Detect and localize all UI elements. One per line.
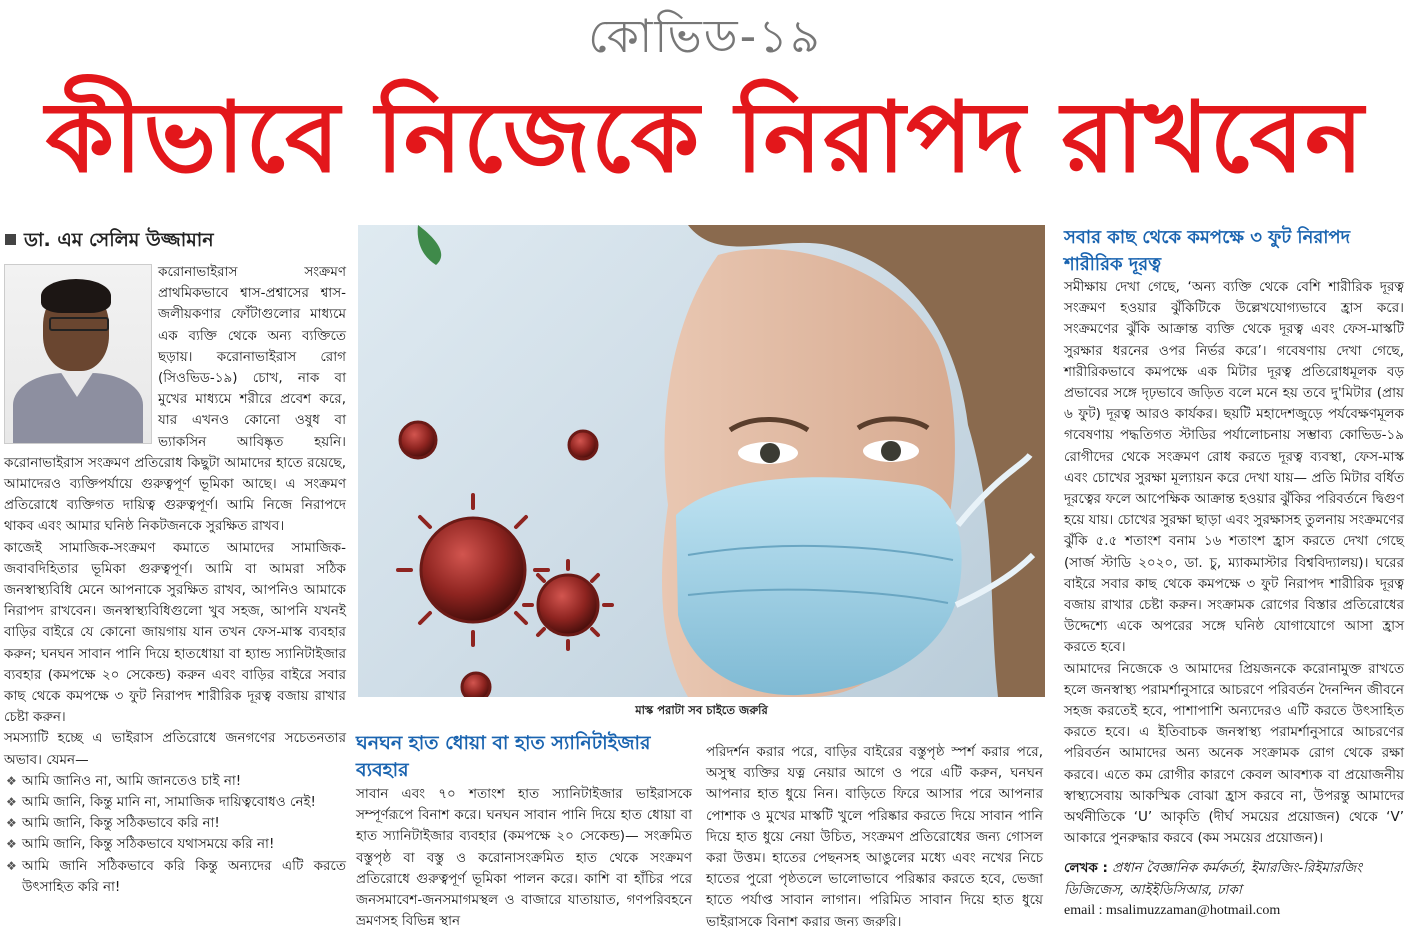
col1-paragraph-3: সমস্যাটি হচ্ছে এ ভাইরাস প্রতিরোধে জনগণের সচেতনতার অভাব। যেমন— [4, 730, 346, 768]
column-2 [356, 784, 692, 932]
list-item: ❖ আমি জানি, কিন্তু সঠিকভাবে যথাসময়ে করি না! [4, 834, 346, 855]
diamond-bullet-icon: ❖ [6, 795, 17, 810]
headline: কীভাবে নিজেকে নিরাপদ রাখবেন [45, 81, 1365, 195]
column-4 [1064, 277, 1404, 849]
list-item: ❖ আমি জানি, কিন্তু সঠিকভাবে করি না! [4, 813, 346, 834]
author-name: ডা. এম সেলিম উজ্জামান [24, 229, 214, 251]
diamond-bullet-icon: ❖ [6, 816, 17, 831]
author-detail: প্রধান বৈজ্ঞানিক কর্মকর্তা, ইমারজিং-রিইমারজিং ডিজিজেস, আইইডিসিআর, ঢাকা [1064, 860, 1363, 898]
column-3 [706, 742, 1043, 933]
list-item: ❖ আমি জানিও না, আমি জানতেও চাই না! [4, 771, 346, 792]
square-bullet-icon [5, 234, 16, 245]
hair-shape [41, 279, 111, 313]
col4-subhead: সবার কাছ থেকে কমপক্ষে ৩ ফুট নিরাপদ শারীরিক দূরত্ব [1064, 227, 1351, 275]
list-item: ❖ আমি জানি সঠিকভাবে করি কিন্তু অন্যদের এটি করতে উৎসাহিত করি না! [6, 857, 346, 895]
col3-body: পরিদর্শন করার পরে, বাড়ির বাইরের বস্তুপৃষ্ঠ স্পর্শ করার পরে, অসুস্থ ব্যক্তির যত্ন নেয়ার আগে ও পরে এটি করুন, ঘনঘন আপনার হাত ধুয়ে নিন। বাড়িতে ফিরে আসার পরে আপনার পোশাক ও মুখের মাস্কটি খুলে পরিষ্কার করতে দিয়ে সাবান পানি দিয়ে হাত ধুয়ে নেয়া উচিত, সংক্রমণ প্রতিরোধের জন্য গোসল করা উত্তম। হাতের পেছনসহ আঙুলের মধ্যে এবং নখের নিচে হাতের পুরো পৃষ্ঠতলে ভালোভাবে পরিষ্কার করতে হবে, ভেজা হাতে পর্যাপ্ত সাবান লাগান। পরিমিত সাবান দিয়ে হাত ধুয়ে ভাইরাসকে বিনাশ করার জন্য জরুরি। [706, 744, 1043, 930]
author-note [1064, 858, 1404, 901]
image-caption: মাস্ক পরাটা সব চাইতে জরুরি [635, 703, 768, 717]
list-item: ❖ আমি জানি, কিন্তু মানি না, সামাজিক দায়িত্ববোধও নেই! [4, 792, 346, 813]
col2-body: সাবান এবং ৭০ শতাংশ হাত স্যানিটাইজার ভাইরাসকে সম্পূর্ণরূপে বিনাশ করে। ঘনঘন সাবান পানি দিয়ে হাত ধোয়া বা হাত স্যানিটাইজার ব্যবহার (কমপক্ষে ২০ সেকেন্ড)— সংক্রমিত বস্তুপৃষ্ঠ বা বস্তু ও করোনাসংক্রমিত হাত থেকে সংক্রমণ প্রতিরোধে গুরুত্বপূর্ণ ভূমিকা পালন করে। কাশি বা হাঁচির পরে জনসমাবেশ-জনসমাগমস্থল ও বাজারে যাতায়াত, গণপরিবহনে ভ্রমণসহ বিভিন্ন স্থান [356, 786, 692, 930]
col4-paragraph-2: আমাদের নিজেকে ও আমাদের প্রিয়জনকে করোনামুক্ত রাখতে হলে জনস্বাস্থ্য পরামর্শানুসারে আচরণে পরিবর্তন দৈনন্দিন জীবনে সহজ করতেই হবে, পাশাপাশি অন্যদেরও এটি করতে উৎসাহিত করতে হবে। এ ইতিবাচক জনস্বাস্থ্য পরামর্শানুসারে আচরণের পরিবর্তন আমাদের অন্য অনেক সংক্রামক রোগ থেকে রক্ষা করবে। এতে কম রোগীর কারণে কেবল আবশ্যক বা প্রয়োজনীয় স্বাস্থ্যসেবায় আকস্মিক বোঝা হ্রাস করবে না, উপরন্তু আমাদের অর্থনীতিকে ‘U’ আকৃতি (দীর্ঘ সময়ের প্রয়োজন) থেকে ‘V’ আকারে পুনরুদ্ধার করবে (কম সময়ের প্রয়োজন)। [1064, 660, 1404, 847]
awareness-list [4, 771, 346, 898]
author-email: email : msalimuzzaman@hotmail.com [1064, 903, 1281, 918]
author-photo [4, 264, 152, 444]
kicker: কোভিড-১৯ [588, 9, 822, 63]
col4-paragraph-1: সমীক্ষায় দেখা গেছে, ‘অন্য ব্যক্তি থেকে বেশি শারীরিক দূরত্ব সংক্রমণ হওয়ার ঝুঁকিটিকে উল্লেখযোগ্যভাবে হ্রাস করে। সংক্রমণের ঝুঁকি আক্রান্ত ব্যক্তি থেকে দূরত্ব এবং ফেস-মাস্কটি সুরক্ষার ধরনের ওপর নির্ভর করে’। গবেষণায় দেখা গেছে, শারীরিকভাবে কমপক্ষে এক মিটার দূরত্ব প্রতিরোধমূলক বড় প্রভাবের সঙ্গে দৃঢ়ভাবে জড়িত বলে মনে হয় তবে দু'মিটার (প্রায় ৬ ফুট) দূরত্ব আরও কার্যকর। ছয়টি মহাদেশজুড়ে পর্যবেক্ষণমূলক গবেষণায় পদ্ধতিগত স্টাডির পর্যালোচনায় সম্ভাব্য কোভিড-১৯ রোগীদের থেকে সংক্রমণ রোধ করতে দূরত্ব ব্যবস্থা, ফেস-মাস্ক এবং চোখের সুরক্ষা মূল্যায়ন করে দেখা যায়— প্রতি মিটার বর্ধিত দূরত্বের ফলে আপেক্ষিক আক্রান্ত হওয়ার ঝুঁকির পরিবর্তনে দ্বিগুণ হয়ে যায়। চোখের সুরক্ষা ছাড়া এবং সুরক্ষাসহ তুলনায় সংক্রমণের ঝুঁকি ৫.৫ শতাংশ বনাম ১৬ শতাংশ হ্রাস করতে দেখা গেছে (সার্জ স্টাডি ২০২০, ডা. চু, ম্যাকমাস্টার বিশ্ববিদ্যালয়)। ঘরের বাইরে সবার কাছ থেকে কমপক্ষে ৩ ফুট নিরাপদ শারীরিক দূরত্ব বজায় রাখার চেষ্টা করুন। সংক্রামক রোগের বিস্তার প্রতিরোধের উদ্দেশ্যে একে অপরের সঙ্গে ঘনিষ্ঠ যোগাযোগে আসা হ্রাস করতে হবে। [1064, 279, 1404, 656]
glasses-shape [49, 317, 109, 331]
col1-paragraph-2: কাজেই সামাজিক-সংক্রমণ কমাতে আমাদের সামাজিক-জবাবদিহিতার ভূমিকা গুরুত্বপূর্ণ। আমি বা আমরা সঠিক জনস্বাস্থ্যবিধি মেনে আপনাকে সুরক্ষিত রাখব, আপনিও আমাকে নিরাপদ রাখবেন। জনস্বাস্থ্যবিধিগুলো খুব সহজ, আপনি যখনই বাড়ির বাইরে যে কোনো জায়গায় যান তখন ফেস-মাস্ক ব্যবহার করুন; ঘনঘন সাবান পানি দিয়ে হাতধোয়া বা হ্যান্ড স্যানিটাইজার ব্যবহার (কমপক্ষে ২০ সেকেন্ড) করুন এবং বাড়ির বাইরে সবার কাছ থেকে কমপক্ষে ৩ ফুট নিরাপদ শারীরিক দূরত্ব বজায় রাখার চেষ্টা করুন। [4, 539, 346, 726]
byline [5, 226, 345, 258]
author-label: লেখক : [1064, 860, 1108, 876]
diamond-bullet-icon: ❖ [6, 837, 17, 852]
col1-paragraph-1: করোনাভাইরাস সংক্রমণ প্রাথমিকভাবে শ্বাস-প্রশ্বাসের শ্বাস-জলীয়কণার ফোঁটাগুলোর মাধ্যমে এক ব্যক্তি থেকে অন্য ব্যক্তিতে ছড়ায়। করোনাভাইরাস রোগ (সিওভিড-১৯) চোখ, নাক বা মুখের মাধ্যমে শরীরে প্রবেশ করে, যার এখনও কোনো ওষুধ বা ভ্যাকসিন আবিষ্কৃত হয়নি। করোনাভাইরাস সংক্রমণ প্রতিরোধ কিছুটা আমাদের হাতে রয়েছে, আমাদেরও ব্যক্তিপর্যায়ে গুরুত্বপূর্ণ ভূমিকা আছে। এ সংক্রমণ প্রতিরোধে ব্যক্তিগত দায়িত্ব গুরুত্বপূর্ণ। আমি নিজে নিরাপদে থাকব এবং আমার ঘনিষ্ঠ নিকটজনকে সুরক্ষিত রাখব। [4, 264, 346, 535]
col2-subhead: ঘনঘন হাত ধোয়া বা হাত স্যানিটাইজার ব্যবহার [356, 732, 651, 781]
illustration [358, 225, 1045, 697]
diamond-bullet-icon: ❖ [6, 858, 17, 873]
diamond-bullet-icon: ❖ [6, 773, 17, 788]
mask-woman-image [358, 225, 1045, 697]
